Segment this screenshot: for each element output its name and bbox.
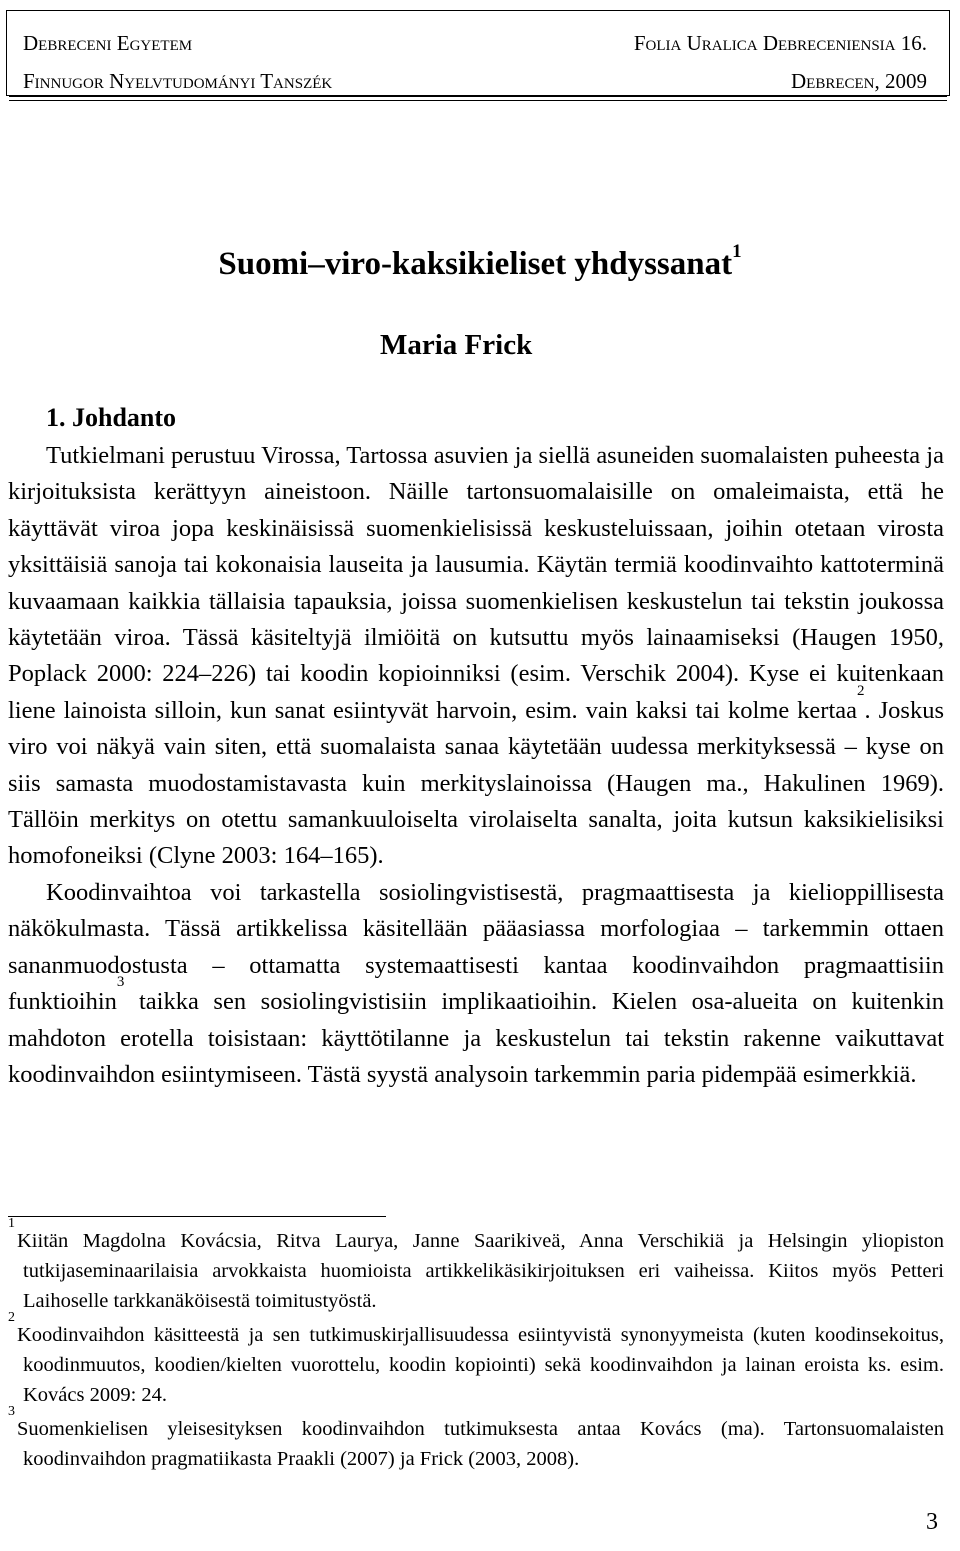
paragraph-1-text-b: . Joskus viro voi näkyä vain siten, että suomalaista sanaa käytetään uudessa merkityksessä – kyse on siis samasta muodostamistavasta kuin merkityslainoissa (Haugen ma., Hakulinen 1969). Tällöin merkitys on otettu samankuuloiselta virolaiselta sanalta, joita kutsun kaksikielisiksi homofoneiksi (Clyne 2003: 164–165). bbox=[8, 696, 944, 870]
article-title-text: Suomi–viro-kaksikieliset yhdyssanat bbox=[218, 246, 733, 282]
paragraph-2 bbox=[8, 875, 944, 1093]
header-department: Finnugor Nyelvtudományi Tanszék bbox=[23, 69, 333, 93]
footnote-3-text: Suomenkielisen yleisesityksen koodinvaihdon tutkimuksesta antaa Kovács (ma). Tartonsuomalaisten koodinvaihdon pragmatiikasta Praakli (2007) ja Frick (2003, 2008). bbox=[17, 1418, 944, 1470]
running-header bbox=[6, 10, 950, 96]
paragraph-2-text-a: Koodinvaihtoa voi tarkastella sosiolingvistisestä, pragmaattisesta ja kielioppillisesta näkökulmasta. Tässä artikkelissa käsitellään pääasiassa morfologiaa – tarkemmin ottaen sananmuodostusta – ottamatta systemaattisesti kantaa koodinvaihdon pragmaattisiin funktioihin bbox=[8, 878, 944, 1016]
footnote-1-text: Kiitän Magdolna Kovácsia, Ritva Laurya, Janne Saarikiveä, Anna Verschikiä ja Helsingin yliopiston tutkijaseminaarilaisia arvokkaista huomioista artikkelikäsikirjoituksen eri vaiheissa. Kiitos myös Petteri Laihoselle tarkkanäköisestä toimitustyöstä. bbox=[17, 1230, 944, 1312]
header-place-year: Debrecen, 2009 bbox=[790, 69, 927, 93]
footnote-3 bbox=[8, 1404, 944, 1474]
article-title bbox=[0, 241, 960, 282]
footnote-1-mark: 1 bbox=[8, 1216, 15, 1231]
page-number: 3 bbox=[926, 1509, 938, 1535]
footnote-2-mark: 2 bbox=[8, 1310, 15, 1325]
footnotes bbox=[8, 1216, 944, 1478]
paragraph-1 bbox=[8, 438, 944, 875]
footnote-ref-2: 2 bbox=[857, 682, 865, 699]
footnote-separator bbox=[8, 1216, 386, 1217]
footnote-2-text: Koodinvaihdon käsitteestä ja sen tutkimuskirjallisuudessa esiintyvistä synonyymeista (kuten koodinsekoitus, koodinmuutos, koodien/kielten vuorottelu, koodin kopiointi) sekä koodinvaihdon ja lainan eroista ks. esim. Kovács 2009: 24. bbox=[17, 1324, 944, 1406]
author-name: Maria Frick bbox=[380, 329, 533, 361]
body-text bbox=[8, 438, 944, 1093]
title-footnote-mark: 1 bbox=[732, 241, 742, 262]
section-heading: 1. Johdanto bbox=[46, 403, 177, 432]
footnote-1 bbox=[8, 1216, 944, 1316]
paragraph-2-text-b: taikka sen sosiolingvistisiin implikaatioihin. Kielen osa-alueita on kuitenkin mahdoton erotella toisistaan: käyttötilanne ja keskustelun tai tekstin rakenne vaikuttavat koodinvaihdon esiintymiseen. Tästä syystä analysoin tarkemmin paria pidempää esimerkkiä. bbox=[8, 988, 944, 1088]
footnote-2 bbox=[8, 1310, 944, 1410]
paragraph-1-text-a: Tutkielmani perustuu Virossa, Tartossa asuvien ja siellä asuneiden suomalaisten puheesta ja kirjoituksista kerättyyn aineistoon. Näille tartonsuomalaisille on omaleimaista, että he käyttävät viroa jopa keskinäisissä suomenkielisissä keskusteluissaan, joihin otetaan virosta yksittäisiä sanoja tai kokonaisia lauseita ja lausumia. Käytän termiä koodinvaihto kattoterminä kuvaamaan kaikkia tällaisia tapauksia, joissa suomenkielisen keskustelun tai tekstin joukossa käytetään viroa. Tässä käsiteltyjä ilmiöitä on kutsuttu myös lainaamiseksi (Haugen 1950, Poplack 2000: 224–226) tai koodin kopioinniksi (esim. Verschik 2004). Kyse ei kuitenkaan liene lainoista silloin, kun sanat esiintyvät harvoin, esim. vain kaksi tai kolme kertaa bbox=[8, 442, 944, 724]
header-series: Folia Uralica Debreceniensia 16. bbox=[633, 31, 927, 55]
header-institution: Debreceni Egyetem bbox=[23, 31, 193, 55]
footnote-3-mark: 3 bbox=[8, 1404, 15, 1419]
footnote-ref-3: 3 bbox=[116, 974, 125, 991]
